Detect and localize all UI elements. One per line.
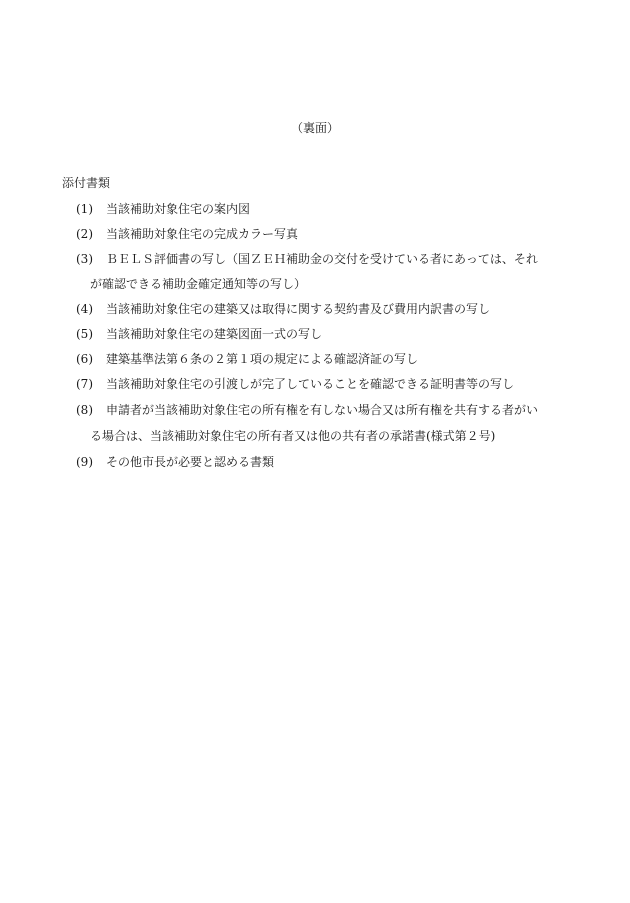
item-text: 当該補助対象住宅の案内図 [106, 202, 251, 216]
item-text: 当該補助対象住宅の引渡しが完了していることを確認できる証明書等の写し [106, 377, 515, 391]
item-number: (7) [76, 377, 93, 391]
item-text: 申請者が当該補助対象住宅の所有権を有しない場合又は所有権を共有する者がい [106, 403, 539, 417]
item-number: (5) [76, 327, 93, 341]
item-number: (1) [76, 202, 93, 216]
item-number: (6) [76, 352, 93, 366]
item-text-continuation: る場合は、当該補助対象住宅の所有者又は他の共有者の承諾書(様式第２号) [90, 429, 496, 443]
item-number: (9) [76, 455, 93, 469]
item-number: (3) [76, 252, 93, 266]
item-text: 当該補助対象住宅の完成カラー写真 [106, 227, 299, 241]
item-text: 当該補助対象住宅の建築又は取得に関する契約書及び費用内訳書の写し [106, 302, 491, 316]
item-text: ＢＥＬＳ評価書の写し（国ＺＥＨ補助金の交付を受けている者にあっては、それ [106, 252, 538, 266]
item-number: (2) [76, 227, 93, 241]
item-text: その他市長が必要と認める書類 [106, 455, 275, 469]
item-text-continuation: が確認できる補助金確定通知等の写し） [90, 277, 307, 291]
item-text: 当該補助対象住宅の建築図面一式の写し [106, 327, 323, 341]
item-number: (8) [76, 403, 93, 417]
item-text: 建築基準法第６条の２第１項の規定による確認済証の写し [106, 352, 419, 366]
item-number: (4) [76, 302, 93, 316]
section-heading: 添付書類 [62, 176, 111, 190]
page-side-label: （裏面） [290, 121, 339, 135]
